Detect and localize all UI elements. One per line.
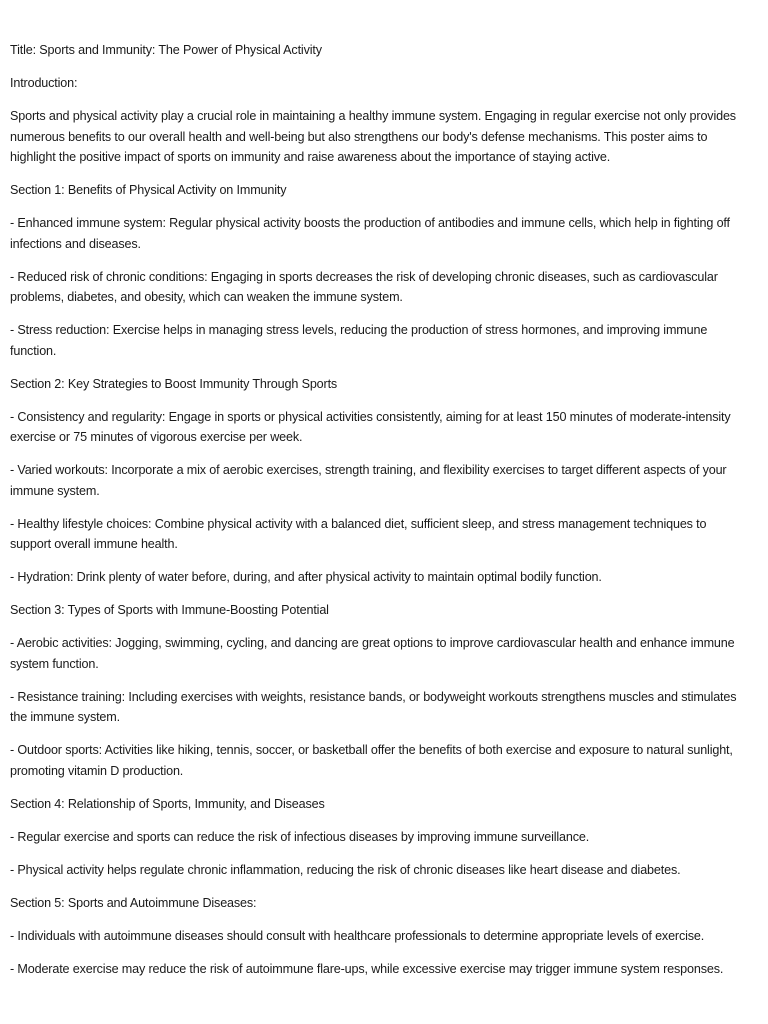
section-2-item: - Healthy lifestyle choices: Combine physical activity with a balanced diet, sufficient sleep, and stress management techniques to support overall immune health. xyxy=(10,516,707,551)
section-2-item: - Hydration: Drink plenty of water before, during, and after physical activity to maintain optimal bodily function. xyxy=(10,570,602,584)
section-2-item: - Consistency and regularity: Engage in sports or physical activities consistently, aiming for at least 150 minutes of moderate-intensity exercise or 75 minutes of vigorous exercise per week. xyxy=(10,409,731,444)
document-body xyxy=(10,40,745,992)
section-5-item: - Moderate exercise may reduce the risk of autoimmune flare-ups, while excessive exercise may trigger immune system responses. xyxy=(10,961,724,976)
section-1-item: - Reduced risk of chronic conditions: Engaging in sports decreases the risk of developing chronic diseases, such as cardiovascular problems, diabetes, and obesity, which can weaken the immune system. xyxy=(10,269,718,304)
section-2-heading: Section 2: Key Strategies to Boost Immunity Through Sports xyxy=(10,376,338,391)
section-3-heading: Section 3: Types of Sports with Immune-Boosting Potential xyxy=(10,603,329,617)
section-4-heading: Section 4: Relationship of Sports, Immunity, and Diseases xyxy=(10,796,325,811)
intro-paragraph: Sports and physical activity play a crucial role in maintaining a healthy immune system. Engaging in regular exercise not only provides numerous benefits to our overall health and well-being but also strengthens our body's defense mechanisms. This poster aims to highlight the positive impact of sports on immunity and raise awareness about the importance of staying active. xyxy=(10,109,736,164)
section-2-item: - Varied workouts: Incorporate a mix of aerobic exercises, strength training, and flexibility exercises to target different aspects of your immune system. xyxy=(10,463,727,498)
intro-heading: Introduction: xyxy=(10,76,78,90)
section-1-item: - Enhanced immune system: Regular physical activity boosts the production of antibodies and immune cells, which help in fighting off infections and diseases. xyxy=(10,216,730,251)
section-3-item: - Outdoor sports: Activities like hiking, tennis, soccer, or basketball offer the benefits of both exercise and exposure to natural sunlight, promoting vitamin D production. xyxy=(10,743,733,778)
section-5-item: - Individuals with autoimmune diseases should consult with healthcare professionals to determine appropriate levels of exercise. xyxy=(10,928,705,943)
section-3-item: - Aerobic activities: Jogging, swimming, cycling, and dancing are great options to improve cardiovascular health and enhance immune system function. xyxy=(10,636,735,671)
section-4-item: - Regular exercise and sports can reduce the risk of infectious diseases by improving immune surveillance. xyxy=(10,829,590,844)
document-title: Title: Sports and Immunity: The Power of Physical Activity xyxy=(10,43,322,57)
section-3-item: - Resistance training: Including exercises with weights, resistance bands, or bodyweight workouts strengthens muscles and stimulates the immune system. xyxy=(10,689,737,724)
section-1-heading: Section 1: Benefits of Physical Activity on Immunity xyxy=(10,183,287,197)
section-4-item: - Physical activity helps regulate chronic inflammation, reducing the risk of chronic diseases like heart disease and diabetes. xyxy=(10,862,681,877)
section-1-item: - Stress reduction: Exercise helps in managing stress levels, reducing the production of stress hormones, and improving immune function. xyxy=(10,323,708,358)
section-5-heading: Section 5: Sports and Autoimmune Diseases: xyxy=(10,895,257,910)
